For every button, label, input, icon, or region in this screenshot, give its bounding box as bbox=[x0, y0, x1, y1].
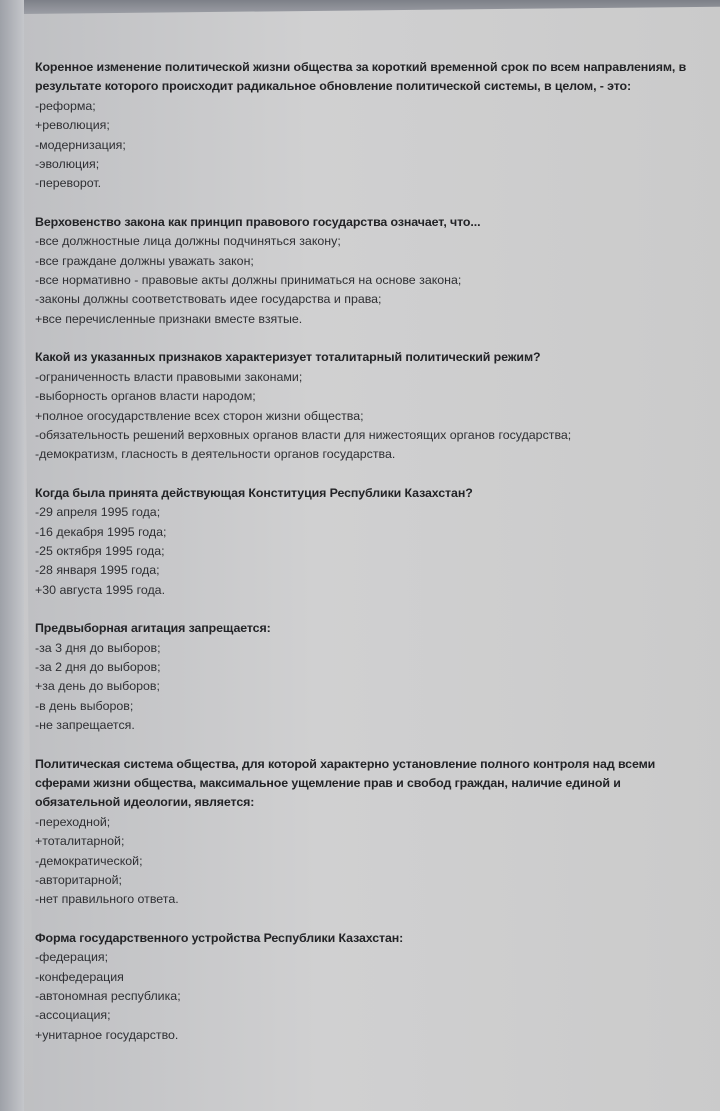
question-block bbox=[35, 619, 700, 735]
answer-option: -переходной; bbox=[35, 814, 111, 829]
answer-option: +30 августа 1995 года. bbox=[35, 582, 166, 597]
answer-option: -переворот. bbox=[35, 176, 102, 191]
answer-option: -реформа; bbox=[35, 98, 96, 113]
answer-option: +за день до выборов; bbox=[35, 679, 160, 694]
answer-option: -авторитарной; bbox=[35, 873, 122, 888]
question-block bbox=[35, 213, 700, 329]
answer-option: -конфедерация bbox=[35, 969, 124, 984]
answer-option: -все граждане должны уважать закон; bbox=[35, 253, 254, 268]
answer-option: -модернизация; bbox=[35, 137, 126, 152]
question-title: Политическая система общества, для которой характерно установление полного контроля над всеми сферами жизни общества, максимальное ущемление прав и свобод граждан, наличие единой и обязательной идеологии, является: bbox=[35, 756, 656, 810]
answer-option: -за 3 дня до выборов; bbox=[35, 640, 161, 655]
answer-option: -16 декабря 1995 года; bbox=[35, 524, 167, 539]
answer-option: -28 января 1995 года; bbox=[35, 563, 160, 578]
answer-option: -не запрещается. bbox=[35, 718, 135, 733]
answer-option: +революция; bbox=[35, 118, 110, 133]
answer-option: -в день выборов; bbox=[35, 698, 134, 713]
answer-option: +все перечисленные признаки вместе взятые. bbox=[35, 311, 303, 326]
answer-option: -ассоциация; bbox=[35, 1008, 111, 1023]
answer-option: -законы должны соответствовать идее государства и права; bbox=[35, 292, 382, 307]
question-block bbox=[35, 58, 700, 194]
question-title: Форма государственного устройства Республики Казахстан: bbox=[35, 930, 404, 945]
answer-option: -ограниченность власти правовыми законами; bbox=[35, 369, 303, 384]
answer-option: -эволюция; bbox=[35, 157, 100, 172]
answer-option: -демократической; bbox=[35, 853, 143, 868]
answer-option: +тоталитарной; bbox=[35, 834, 125, 849]
question-title: Коренное изменение политической жизни общества за короткий временной срок по всем направлениям, в результате которого происходит радикальное обновление политической системы, в целом, - это: bbox=[35, 60, 687, 94]
page-edge bbox=[0, 0, 24, 1111]
answer-option: -автономная республика; bbox=[35, 989, 181, 1004]
question-block bbox=[35, 929, 700, 1045]
answer-option: +полное огосударствление всех сторон жизни общества; bbox=[35, 408, 364, 423]
answer-option: -29 апреля 1995 года; bbox=[35, 505, 161, 520]
question-title: Верховенство закона как принцип правового государства означает, что... bbox=[35, 214, 481, 229]
answer-option: -демократизм, гласность в деятельности органов государства. bbox=[35, 447, 396, 462]
answer-option: +унитарное государство. bbox=[35, 1027, 179, 1042]
question-block bbox=[35, 755, 700, 910]
question-title: Когда была принята действующая Конституция Республики Казахстан? bbox=[35, 485, 473, 500]
question-title: Какой из указанных признаков характеризует тоталитарный политический режим? bbox=[35, 350, 541, 365]
answer-option: -за 2 дня до выборов; bbox=[35, 659, 161, 674]
test-questions bbox=[35, 58, 700, 1064]
answer-option: -нет правильного ответа. bbox=[35, 892, 179, 907]
answer-option: -выборность органов власти народом; bbox=[35, 389, 256, 404]
question-block bbox=[35, 484, 700, 600]
question-block bbox=[35, 348, 700, 464]
question-title: Предвыборная агитация запрещается: bbox=[35, 621, 271, 636]
answer-option: -федерация; bbox=[35, 950, 109, 965]
answer-option: -все нормативно - правовые акты должны приниматься на основе закона; bbox=[35, 273, 462, 288]
answer-option: -все должностные лица должны подчиняться закону; bbox=[35, 234, 341, 249]
answer-option: -обязательность решений верховных органов власти для нижестоящих органов государства; bbox=[35, 427, 572, 442]
answer-option: -25 октября 1995 года; bbox=[35, 543, 165, 558]
